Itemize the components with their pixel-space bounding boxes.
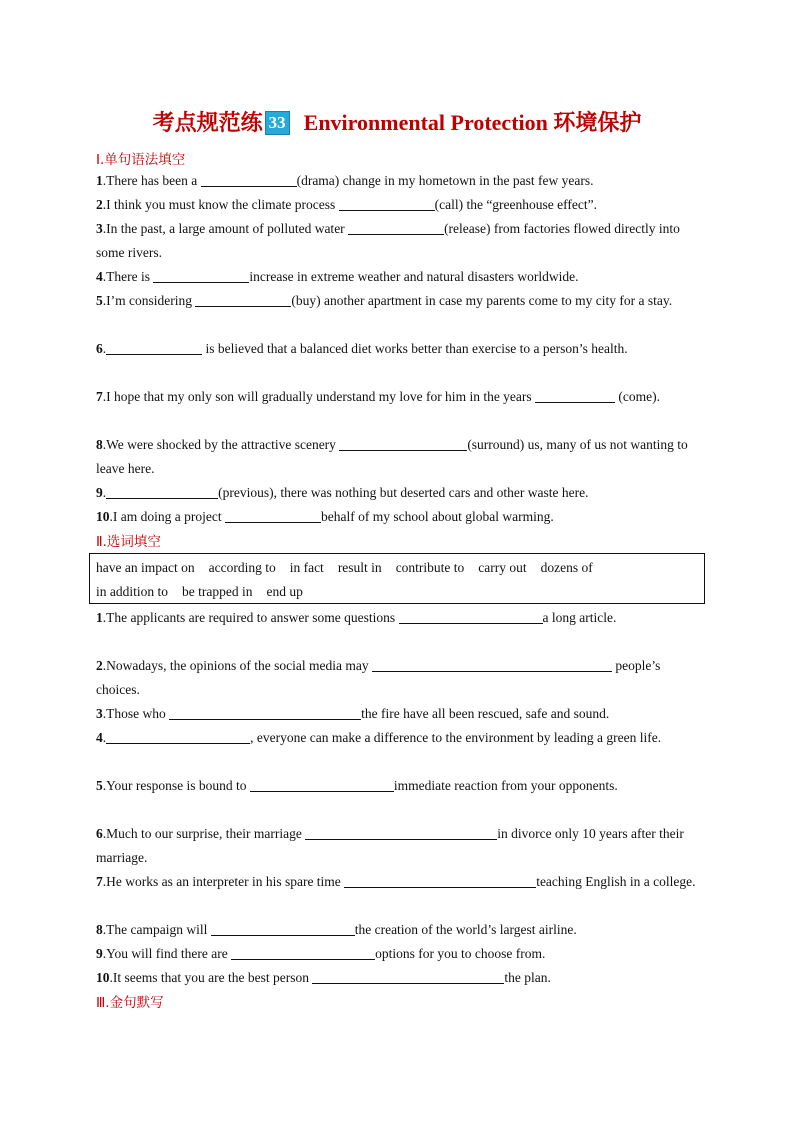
section-3-heading: Ⅲ.金句默写 — [96, 995, 164, 1011]
lesson-number-badge: 33 — [265, 111, 290, 135]
answer-blank[interactable] — [250, 778, 394, 792]
word-bank-phrase: end up — [266, 584, 303, 599]
answer-blank[interactable] — [201, 173, 297, 187]
answer-blank[interactable] — [339, 437, 467, 451]
word-bank-phrase: be trapped in — [182, 584, 253, 599]
word-bank-phrase: contribute to — [395, 560, 465, 575]
s1-question-2: 2.I think you must know the climate process (call) the “greenhouse effect”. — [96, 197, 597, 212]
s2-question-4: 4. , everyone can make a difference to the environment by leading a green life. — [96, 730, 662, 745]
s2-question-6: 6.Much to our surprise, their marriage in divorce only 10 years after their marriage. — [96, 826, 684, 865]
s2-question-8: 8.The campaign will the creation of the world’s largest airline. — [96, 922, 577, 937]
answer-blank[interactable] — [195, 293, 291, 307]
title-english: Environmental Protection 环境保护 — [303, 110, 642, 135]
s1-question-3: 3.In the past, a large amount of polluted water (release) from factories flowed directly into some rivers. — [96, 221, 680, 260]
answer-blank[interactable] — [339, 197, 435, 211]
answer-blank[interactable] — [169, 706, 361, 720]
s1-question-6: 6. is believed that a balanced diet works better than exercise to a person’s health. — [96, 341, 628, 356]
s1-question-1: 1.There has been a (drama) change in my hometown in the past few years. — [96, 173, 594, 188]
word-bank-phrase: according to — [208, 560, 276, 575]
word-bank-box — [89, 553, 705, 604]
answer-blank[interactable] — [106, 341, 202, 355]
word-bank-phrase: in addition to — [96, 584, 168, 599]
answer-blank[interactable] — [399, 610, 543, 624]
s2-question-2: 2.Nowadays, the opinions of the social media may people’s choices. — [96, 658, 661, 697]
answer-blank[interactable] — [153, 269, 249, 283]
s2-question-9: 9.You will find there are options for you to choose from. — [96, 946, 546, 961]
s2-question-3: 3.Those who the fire have all been rescued, safe and sound. — [96, 706, 610, 721]
title-chinese: 考点规范练 — [152, 111, 263, 136]
word-bank-phrase: dozens of — [540, 560, 593, 575]
answer-blank[interactable] — [225, 509, 321, 523]
s1-question-7: 7.I hope that my only son will gradually understand my love for him in the years (come). — [96, 389, 661, 404]
answer-blank[interactable] — [535, 389, 615, 403]
section-2-heading: Ⅱ.选词填空 — [96, 534, 161, 550]
answer-blank[interactable] — [305, 826, 497, 840]
answer-blank[interactable] — [106, 730, 250, 744]
s2-question-7: 7.He works as an interpreter in his spare time teaching English in a college. — [96, 874, 696, 889]
s1-question-9: 9. (previous), there was nothing but deserted cars and other waste here. — [96, 485, 589, 500]
s2-question-5: 5.Your response is bound to immediate reaction from your opponents. — [96, 778, 618, 793]
page-title — [0, 106, 794, 137]
answer-blank[interactable] — [344, 874, 536, 888]
word-bank-phrase: carry out — [478, 560, 527, 575]
s1-question-4: 4.There is increase in extreme weather and natural disasters worldwide. — [96, 269, 579, 284]
s1-question-5: 5.I’m considering (buy) another apartment in case my parents come to my city for a stay. — [96, 293, 673, 308]
s1-question-8: 8.We were shocked by the attractive scenery (surround) us, many of us not wanting to leave here. — [96, 437, 688, 476]
s1-question-10: 10.I am doing a project behalf of my school about global warming. — [96, 509, 554, 524]
section-1-heading: Ⅰ.单句语法填空 — [96, 152, 186, 168]
word-bank-phrase: result in — [337, 560, 382, 575]
answer-blank[interactable] — [106, 485, 218, 499]
word-bank-line-1 — [96, 556, 698, 580]
answer-blank[interactable] — [372, 658, 612, 672]
word-bank-line-2 — [96, 580, 698, 604]
s2-question-10: 10.It seems that you are the best person the plan. — [96, 970, 551, 985]
s2-question-1: 1.The applicants are required to answer some questions a long article. — [96, 610, 617, 625]
answer-blank[interactable] — [348, 221, 444, 235]
word-bank-phrase: have an impact on — [96, 560, 195, 575]
answer-blank[interactable] — [312, 970, 504, 984]
word-bank-phrase: in fact — [289, 560, 324, 575]
answer-blank[interactable] — [231, 946, 375, 960]
answer-blank[interactable] — [211, 922, 355, 936]
